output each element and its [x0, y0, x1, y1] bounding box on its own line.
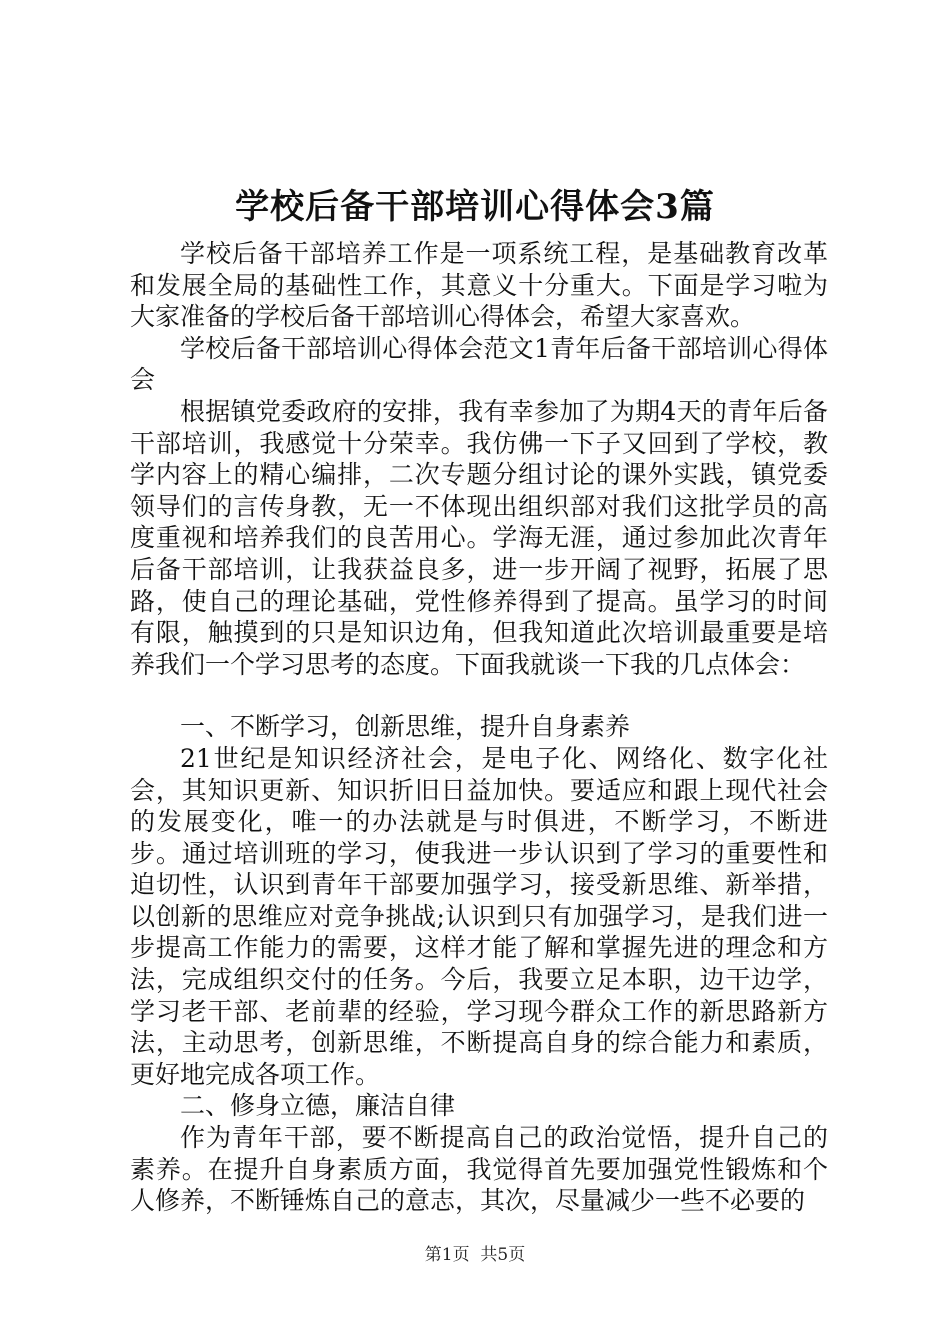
- page-footer: [0, 1244, 950, 1266]
- paragraph-section-1: 21世纪是知识经济社会，是电子化、网络化、数字化社会，其知识更新、知识折旧日益加快。要适应和跟上现代社会的发展变化，唯一的办法就是与时俱进，不断学习，不断进步。通过培训班的学习，使我进一步认识到了学习的重要性和迫切性，认识到青年干部要加强学习，接受新思维、新举措，以创新的思维应对竞争挑战;认识到只有加强学习，是我们进一步提高工作能力的需要，这样才能了解和掌握先进的理念和方法，完成组织交付的任务。今后，我要立足本职，边干边学，学习老干部、老前辈的经验，学习现今群众工作的新思路新方法，主动思考，创新思维，不断提高自身的综合能力和素质，更好地完成各项工作。: [130, 743, 828, 1089]
- paragraph-section-2: 作为青年干部，要不断提高自己的政治觉悟，提升自己的素养。在提升自身素质方面，我觉得首先要加强党性锻炼和个人修养，不断锤炼自己的意志，其次，尽量减少一些不必要的: [130, 1123, 828, 1216]
- paragraph-intro: 学校后备干部培养工作是一项系统工程，是基础教育改革和发展全局的基础性工作，其意义十分重大。下面是学习啦为大家准备的学校后备干部培训心得体会，希望大家喜欢。: [130, 239, 828, 332]
- paragraph-main: 根据镇党委政府的安排，我有幸参加了为期4天的青年后备干部培训，我感觉十分荣幸。我仿佛一下子又回到了学校，教学内容上的精心编排，二次专题分组讨论的课外实践，镇党委领导们的言传身教，无一不体现出组织部对我们这批学员的高度重视和培养我们的良苦用心。学海无涯，通过参加此次青年后备干部培训，让我获益良多，进一步开阔了视野，拓展了思路，使自己的理论基础，党性修养得到了提高。虽学习的时间有限，触摸到的只是知识边角，但我知道此次培训最重要是培养我们一个学习思考的态度。下面我就谈一下我的几点体会：: [130, 396, 828, 679]
- paragraph-subtitle: 学校后备干部培训心得体会范文1青年后备干部培训心得体会: [130, 333, 828, 395]
- section-heading-1: 一、不断学习，创新思维，提升自身素养: [180, 712, 631, 742]
- page-number: 第1页 共5页: [424, 1245, 526, 1265]
- document-title: 学校后备干部培训心得体会3篇: [235, 187, 715, 227]
- section-heading-2: 二、修身立德，廉洁自律: [180, 1091, 456, 1121]
- document-body: [130, 238, 828, 1217]
